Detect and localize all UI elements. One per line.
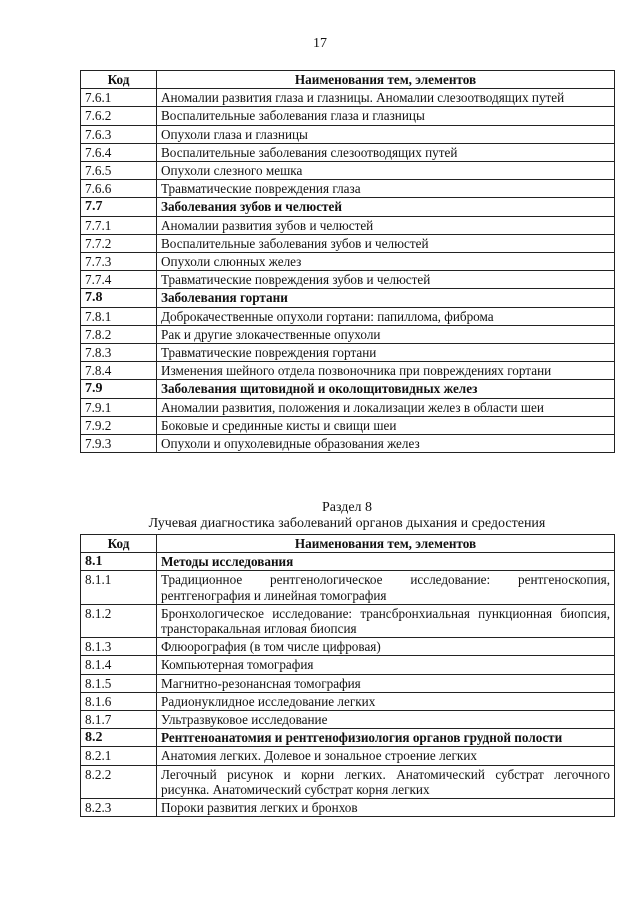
column-header-name: Наименования тем, элементов — [157, 535, 615, 553]
column-header-code: Код — [81, 535, 157, 553]
row-code: 8.2.2 — [81, 765, 157, 798]
table-row — [81, 344, 615, 362]
table-row — [81, 234, 615, 252]
row-topic-name: Опухоли слезного мешка — [157, 162, 615, 180]
page-number: 17 — [313, 36, 327, 51]
table-body — [81, 553, 615, 817]
table-row — [81, 107, 615, 125]
row-topic-name: Радионуклидное исследование легких — [157, 692, 615, 710]
row-topic-name: Аномалии развития глаза и глазницы. Аномалии слезоотводящих путей — [157, 89, 615, 107]
table-row — [81, 162, 615, 180]
row-code: 7.9.2 — [81, 416, 157, 434]
row-topic-name: Магнитно-резонансная томография — [157, 674, 615, 692]
row-topic-name: Травматические повреждения гортани — [157, 344, 615, 362]
row-code: 8.1.6 — [81, 692, 157, 710]
row-topic-name: Рак и другие злокачественные опухоли — [157, 325, 615, 343]
table-row — [81, 571, 615, 604]
section-heading: Лучевая диагностика заболеваний органов дыхания и средостения — [148, 516, 546, 531]
row-code: 7.8.1 — [81, 307, 157, 325]
table-row — [81, 604, 615, 637]
table-row — [81, 125, 615, 143]
row-topic-name: Боковые и срединные кисты и свищи шеи — [157, 416, 615, 434]
row-topic-name: Аномалии развития, положения и локализации желез в области шеи — [157, 398, 615, 416]
table-header-row — [81, 71, 615, 89]
table-row — [81, 656, 615, 674]
table-row — [81, 307, 615, 325]
row-code: 7.8.3 — [81, 344, 157, 362]
table-row — [81, 799, 615, 817]
row-topic-name: Флюорография (в том числе цифровая) — [157, 638, 615, 656]
table-row — [81, 765, 615, 798]
row-code: 7.7.4 — [81, 271, 157, 289]
row-topic-name: Изменения шейного отдела позвоночника при повреждениях гортани — [157, 362, 615, 380]
row-code: 8.1.2 — [81, 604, 157, 637]
row-topic-name: Опухоли глаза и глазницы — [157, 125, 615, 143]
row-topic-name: Опухоли и опухолевидные образования желез — [157, 435, 615, 453]
row-code: 7.8 — [81, 289, 157, 307]
table-row — [81, 553, 615, 571]
row-code: 7.7.1 — [81, 216, 157, 234]
row-code: 8.1.4 — [81, 656, 157, 674]
row-topic-name: Заболевания гортани — [157, 289, 615, 307]
row-code: 7.7.2 — [81, 234, 157, 252]
row-code: 7.6.3 — [81, 125, 157, 143]
table-row — [81, 271, 615, 289]
table-row — [81, 362, 615, 380]
table-row — [81, 198, 615, 216]
row-topic-name: Воспалительные заболевания слезоотводящих путей — [157, 143, 615, 161]
row-code: 7.6.4 — [81, 143, 157, 161]
row-topic-name: Легочный рисунок и корни легких. Анатомический субстрат легочного рисунка. Анатомический субстрат корня легких — [157, 765, 615, 798]
table-row — [81, 253, 615, 271]
table-row — [81, 143, 615, 161]
table-row — [81, 398, 615, 416]
table-header-row — [81, 535, 615, 553]
row-code: 7.6.1 — [81, 89, 157, 107]
row-topic-name: Заболевания щитовидной и околощитовидных желез — [157, 380, 615, 398]
row-code: 8.2.1 — [81, 747, 157, 765]
row-topic-name: Доброкачественные опухоли гортани: папиллома, фиброма — [157, 307, 615, 325]
row-topic-name: Традиционное рентгенологическое исследование: рентгеноскопия, рентгенография и линейная томография — [157, 571, 615, 604]
table-row — [81, 674, 615, 692]
row-code: 8.1.1 — [81, 571, 157, 604]
row-code: 8.1.5 — [81, 674, 157, 692]
row-code: 8.2 — [81, 729, 157, 747]
table-row — [81, 692, 615, 710]
row-topic-name: Опухоли слюнных желез — [157, 253, 615, 271]
table-row — [81, 435, 615, 453]
row-topic-name: Аномалии развития зубов и челюстей — [157, 216, 615, 234]
table-row — [81, 747, 615, 765]
row-code: 7.9.1 — [81, 398, 157, 416]
row-code: 8.2.3 — [81, 799, 157, 817]
row-code: 7.6.2 — [81, 107, 157, 125]
table-row — [81, 380, 615, 398]
row-topic-name: Воспалительные заболевания зубов и челюстей — [157, 234, 615, 252]
row-topic-name: Бронхологическое исследование: трансбронхиальная пункционная биопсия, трансторакальная игловая биопсия — [157, 604, 615, 637]
table-row — [81, 180, 615, 198]
row-topic-name: Рентгеноанатомия и рентгенофизиология органов грудной полости — [157, 729, 615, 747]
table-row — [81, 289, 615, 307]
row-code: 7.6.5 — [81, 162, 157, 180]
row-topic-name: Травматические повреждения глаза — [157, 180, 615, 198]
row-code: 7.8.2 — [81, 325, 157, 343]
table-row — [81, 89, 615, 107]
row-topic-name: Травматические повреждения зубов и челюстей — [157, 271, 615, 289]
topics-table-section-8 — [80, 534, 615, 817]
column-header-code: Код — [81, 71, 157, 89]
table-row — [81, 216, 615, 234]
row-code: 8.1.3 — [81, 638, 157, 656]
table-row — [81, 638, 615, 656]
row-code: 7.7 — [81, 198, 157, 216]
row-topic-name: Ультразвуковое исследование — [157, 711, 615, 729]
topics-table-section-7 — [80, 70, 615, 453]
row-code: 7.9 — [81, 380, 157, 398]
row-code: 8.1 — [81, 553, 157, 571]
row-code: 7.7.3 — [81, 253, 157, 271]
row-topic-name: Пороки развития легких и бронхов — [157, 799, 615, 817]
row-topic-name: Компьютерная томография — [157, 656, 615, 674]
row-topic-name: Методы исследования — [157, 553, 615, 571]
table-row — [81, 729, 615, 747]
table-row — [81, 325, 615, 343]
table-row — [81, 711, 615, 729]
row-topic-name: Воспалительные заболевания глаза и глазницы — [157, 107, 615, 125]
row-topic-name: Заболевания зубов и челюстей — [157, 198, 615, 216]
column-header-name: Наименования тем, элементов — [157, 71, 615, 89]
table-body — [81, 89, 615, 453]
row-code: 7.9.3 — [81, 435, 157, 453]
row-topic-name: Анатомия легких. Долевое и зональное строение легких — [157, 747, 615, 765]
table-row — [81, 416, 615, 434]
row-code: 7.6.6 — [81, 180, 157, 198]
section-label: Раздел 8 — [321, 500, 373, 515]
row-code: 8.1.7 — [81, 711, 157, 729]
row-code: 7.8.4 — [81, 362, 157, 380]
